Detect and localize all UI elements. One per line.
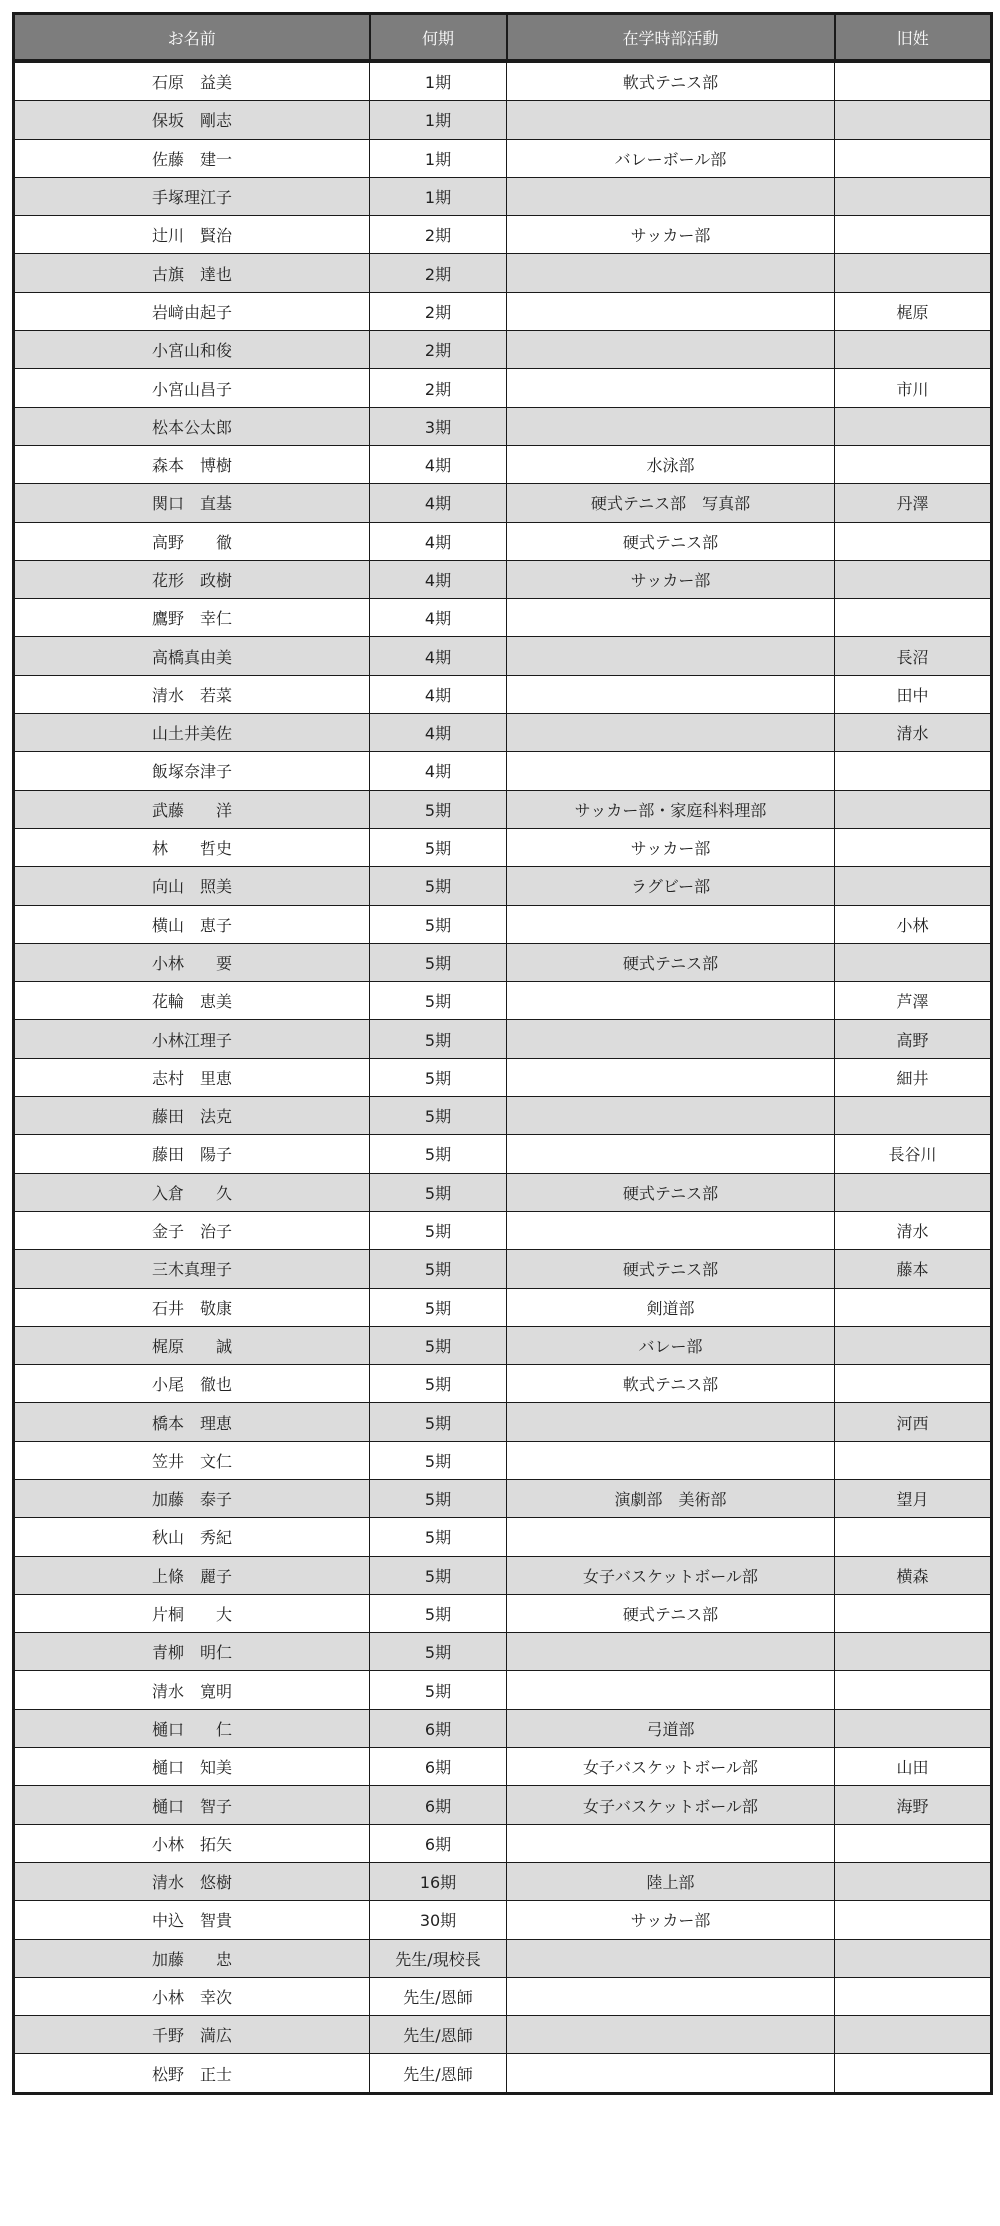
cell-name: 鷹野 幸仁 <box>14 599 370 637</box>
table-body <box>14 61 992 2093</box>
cell-club <box>507 407 835 445</box>
cell-club: 女子バスケットボール部 <box>507 1556 835 1594</box>
cell-maiden-name: 藤本 <box>835 1250 992 1288</box>
cell-club <box>507 2054 835 2093</box>
table-row <box>14 2016 992 2054</box>
cell-name: 小林 拓矢 <box>14 1824 370 1862</box>
cell-club: 硬式テニス部 <box>507 1250 835 1288</box>
table-row <box>14 1135 992 1173</box>
cell-name: 花輪 恵美 <box>14 982 370 1020</box>
cell-maiden-name: 細井 <box>835 1058 992 1096</box>
cell-term: 5期 <box>370 1326 507 1364</box>
table-row <box>14 1901 992 1939</box>
cell-term: 5期 <box>370 1365 507 1403</box>
table-row <box>14 369 992 407</box>
cell-club: サッカー部 <box>507 828 835 866</box>
cell-term: 2期 <box>370 254 507 292</box>
cell-maiden-name <box>835 1594 992 1632</box>
cell-maiden-name <box>835 1441 992 1479</box>
cell-maiden-name <box>835 1326 992 1364</box>
cell-club: 軟式テニス部 <box>507 61 835 101</box>
cell-maiden-name <box>835 1901 992 1939</box>
header-row <box>14 14 992 62</box>
table-row <box>14 61 992 101</box>
cell-name: 青柳 明仁 <box>14 1633 370 1671</box>
cell-maiden-name: 丹澤 <box>835 484 992 522</box>
cell-club <box>507 1977 835 2015</box>
cell-term: 5期 <box>370 828 507 866</box>
table-row <box>14 1403 992 1441</box>
cell-name: 入倉 久 <box>14 1173 370 1211</box>
table-row <box>14 1824 992 1862</box>
cell-club: 硬式テニス部 <box>507 943 835 981</box>
table-row <box>14 1326 992 1364</box>
cell-maiden-name: 清水 <box>835 714 992 752</box>
table-row <box>14 867 992 905</box>
table-row <box>14 1479 992 1517</box>
cell-maiden-name: 長谷川 <box>835 1135 992 1173</box>
cell-club <box>507 331 835 369</box>
cell-term: 2期 <box>370 369 507 407</box>
cell-term: 6期 <box>370 1786 507 1824</box>
cell-name: 上條 麗子 <box>14 1556 370 1594</box>
cell-club <box>507 1518 835 1556</box>
cell-club: バレーボール部 <box>507 139 835 177</box>
cell-club: バレー部 <box>507 1326 835 1364</box>
table-row <box>14 331 992 369</box>
cell-club <box>507 1824 835 1862</box>
cell-club <box>507 905 835 943</box>
cell-maiden-name: 梶原 <box>835 292 992 330</box>
cell-club <box>507 982 835 1020</box>
table-row <box>14 1862 992 1900</box>
cell-club <box>507 2016 835 2054</box>
table-row <box>14 445 992 483</box>
cell-name: 武藤 洋 <box>14 790 370 828</box>
cell-maiden-name <box>835 445 992 483</box>
cell-term: 5期 <box>370 1288 507 1326</box>
cell-maiden-name <box>835 1939 992 1977</box>
cell-maiden-name <box>835 599 992 637</box>
cell-club <box>507 1441 835 1479</box>
cell-term: 5期 <box>370 867 507 905</box>
cell-club <box>507 1403 835 1441</box>
cell-maiden-name: 芦澤 <box>835 982 992 1020</box>
cell-maiden-name <box>835 1977 992 2015</box>
cell-maiden-name: 河西 <box>835 1403 992 1441</box>
table-row <box>14 484 992 522</box>
cell-term: 先生/恩師 <box>370 2016 507 2054</box>
cell-name: 高野 徹 <box>14 522 370 560</box>
table-row <box>14 1633 992 1671</box>
cell-maiden-name <box>835 2016 992 2054</box>
table-row <box>14 1518 992 1556</box>
header-maiden-name: 旧姓 <box>835 14 992 62</box>
cell-club: 弓道部 <box>507 1709 835 1747</box>
cell-name: 三木真理子 <box>14 1250 370 1288</box>
table-row <box>14 1365 992 1403</box>
cell-term: 5期 <box>370 1173 507 1211</box>
table-row <box>14 599 992 637</box>
cell-term: 4期 <box>370 599 507 637</box>
table-row <box>14 905 992 943</box>
table-row <box>14 254 992 292</box>
cell-name: 向山 照美 <box>14 867 370 905</box>
cell-term: 5期 <box>370 1518 507 1556</box>
cell-club: サッカー部 <box>507 1901 835 1939</box>
cell-name: 樋口 知美 <box>14 1748 370 1786</box>
cell-maiden-name <box>835 1097 992 1135</box>
cell-maiden-name <box>835 1824 992 1862</box>
cell-club: サッカー部 <box>507 216 835 254</box>
header-term: 何期 <box>370 14 507 62</box>
table-row <box>14 1709 992 1747</box>
cell-maiden-name: 清水 <box>835 1211 992 1249</box>
cell-maiden-name <box>835 1671 992 1709</box>
cell-club: 陸上部 <box>507 1862 835 1900</box>
cell-name: 小林 要 <box>14 943 370 981</box>
cell-maiden-name <box>835 1173 992 1211</box>
cell-term: 4期 <box>370 752 507 790</box>
cell-name: 花形 政樹 <box>14 560 370 598</box>
table-row <box>14 407 992 445</box>
cell-name: 辻川 賢治 <box>14 216 370 254</box>
cell-term: 5期 <box>370 1633 507 1671</box>
cell-club <box>507 1671 835 1709</box>
table-row <box>14 1211 992 1249</box>
cell-name: 秋山 秀紀 <box>14 1518 370 1556</box>
cell-club: 女子バスケットボール部 <box>507 1748 835 1786</box>
cell-club: 女子バスケットボール部 <box>507 1786 835 1824</box>
cell-term: 2期 <box>370 292 507 330</box>
cell-maiden-name <box>835 1365 992 1403</box>
cell-club <box>507 1939 835 1977</box>
cell-name: 岩﨑由起子 <box>14 292 370 330</box>
cell-club <box>507 1135 835 1173</box>
cell-term: 先生/恩師 <box>370 2054 507 2093</box>
cell-club <box>507 369 835 407</box>
cell-term: 4期 <box>370 637 507 675</box>
cell-term: 5期 <box>370 1479 507 1517</box>
table-row <box>14 1939 992 1977</box>
cell-club <box>507 714 835 752</box>
cell-club <box>507 292 835 330</box>
cell-maiden-name <box>835 1633 992 1671</box>
cell-name: 樋口 仁 <box>14 1709 370 1747</box>
cell-maiden-name: 山田 <box>835 1748 992 1786</box>
table-row <box>14 1288 992 1326</box>
cell-name: 橋本 理恵 <box>14 1403 370 1441</box>
table-row <box>14 1097 992 1135</box>
cell-name: 保坂 剛志 <box>14 101 370 139</box>
table-row <box>14 1594 992 1632</box>
cell-name: 小林 幸次 <box>14 1977 370 2015</box>
cell-maiden-name <box>835 61 992 101</box>
cell-name: 小林江理子 <box>14 1020 370 1058</box>
cell-term: 5期 <box>370 1020 507 1058</box>
table-row <box>14 216 992 254</box>
cell-term: 1期 <box>370 139 507 177</box>
header-name: お名前 <box>14 14 370 62</box>
cell-club: サッカー部・家庭科料理部 <box>507 790 835 828</box>
cell-club <box>507 1633 835 1671</box>
cell-name: 山土井美佐 <box>14 714 370 752</box>
cell-term: 1期 <box>370 61 507 101</box>
table-row <box>14 828 992 866</box>
cell-maiden-name <box>835 943 992 981</box>
cell-club: 演劇部 美術部 <box>507 1479 835 1517</box>
table-row <box>14 752 992 790</box>
cell-maiden-name <box>835 1862 992 1900</box>
table-row <box>14 177 992 215</box>
cell-name: 加藤 忠 <box>14 1939 370 1977</box>
cell-club <box>507 1097 835 1135</box>
cell-term: 4期 <box>370 522 507 560</box>
table-row <box>14 292 992 330</box>
table-row <box>14 1977 992 2015</box>
cell-maiden-name <box>835 1709 992 1747</box>
table-row <box>14 675 992 713</box>
cell-club: 軟式テニス部 <box>507 1365 835 1403</box>
table-row <box>14 1748 992 1786</box>
cell-maiden-name <box>835 177 992 215</box>
cell-club <box>507 752 835 790</box>
cell-maiden-name: 市川 <box>835 369 992 407</box>
cell-name: 金子 治子 <box>14 1211 370 1249</box>
cell-club <box>507 1020 835 1058</box>
cell-maiden-name: 小林 <box>835 905 992 943</box>
cell-name: 藤田 法克 <box>14 1097 370 1135</box>
cell-name: 中込 智貴 <box>14 1901 370 1939</box>
table-row <box>14 1556 992 1594</box>
cell-term: 4期 <box>370 445 507 483</box>
cell-term: 30期 <box>370 1901 507 1939</box>
cell-term: 5期 <box>370 790 507 828</box>
cell-maiden-name <box>835 101 992 139</box>
table-row <box>14 1441 992 1479</box>
table-row <box>14 1671 992 1709</box>
cell-term: 4期 <box>370 714 507 752</box>
cell-club <box>507 1211 835 1249</box>
cell-name: 森本 博樹 <box>14 445 370 483</box>
cell-term: 5期 <box>370 1594 507 1632</box>
cell-maiden-name <box>835 1518 992 1556</box>
cell-club: 硬式テニス部 写真部 <box>507 484 835 522</box>
cell-name: 樋口 智子 <box>14 1786 370 1824</box>
table-row <box>14 1058 992 1096</box>
member-table <box>12 12 993 2095</box>
cell-term: 5期 <box>370 1671 507 1709</box>
cell-term: 5期 <box>370 1135 507 1173</box>
cell-maiden-name: 長沼 <box>835 637 992 675</box>
cell-maiden-name <box>835 560 992 598</box>
cell-maiden-name: 望月 <box>835 1479 992 1517</box>
table-row <box>14 1020 992 1058</box>
cell-club <box>507 637 835 675</box>
cell-name: 片桐 大 <box>14 1594 370 1632</box>
table-row <box>14 982 992 1020</box>
cell-name: 手塚理江子 <box>14 177 370 215</box>
cell-name: 飯塚奈津子 <box>14 752 370 790</box>
cell-term: 5期 <box>370 1250 507 1288</box>
cell-maiden-name: 横森 <box>835 1556 992 1594</box>
cell-term: 5期 <box>370 1441 507 1479</box>
cell-term: 4期 <box>370 560 507 598</box>
cell-name: 藤田 陽子 <box>14 1135 370 1173</box>
cell-club <box>507 675 835 713</box>
table-row <box>14 1250 992 1288</box>
cell-name: 石井 敬康 <box>14 1288 370 1326</box>
cell-name: 小宮山昌子 <box>14 369 370 407</box>
table-row <box>14 522 992 560</box>
cell-term: 5期 <box>370 1211 507 1249</box>
cell-name: 小宮山和俊 <box>14 331 370 369</box>
table-row <box>14 943 992 981</box>
cell-term: 1期 <box>370 177 507 215</box>
member-list-container <box>12 12 993 2095</box>
cell-club <box>507 599 835 637</box>
cell-name: 清水 寛明 <box>14 1671 370 1709</box>
cell-name: 古旗 達也 <box>14 254 370 292</box>
cell-term: 2期 <box>370 216 507 254</box>
cell-maiden-name <box>835 2054 992 2093</box>
cell-name: 横山 恵子 <box>14 905 370 943</box>
table-row <box>14 714 992 752</box>
cell-name: 佐藤 建一 <box>14 139 370 177</box>
cell-term: 6期 <box>370 1824 507 1862</box>
cell-name: 松本公太郎 <box>14 407 370 445</box>
cell-maiden-name <box>835 867 992 905</box>
cell-name: 千野 満広 <box>14 2016 370 2054</box>
cell-term: 1期 <box>370 101 507 139</box>
cell-term: 6期 <box>370 1709 507 1747</box>
cell-name: 林 哲史 <box>14 828 370 866</box>
cell-club <box>507 254 835 292</box>
table-row <box>14 1173 992 1211</box>
cell-term: 5期 <box>370 1097 507 1135</box>
cell-term: 5期 <box>370 1556 507 1594</box>
cell-maiden-name <box>835 790 992 828</box>
table-header <box>14 14 992 62</box>
cell-name: 松野 正士 <box>14 2054 370 2093</box>
cell-maiden-name <box>835 216 992 254</box>
cell-term: 5期 <box>370 943 507 981</box>
cell-term: 5期 <box>370 1403 507 1441</box>
cell-name: 清水 悠樹 <box>14 1862 370 1900</box>
cell-maiden-name <box>835 331 992 369</box>
cell-name: 関口 直基 <box>14 484 370 522</box>
cell-maiden-name <box>835 407 992 445</box>
cell-maiden-name: 田中 <box>835 675 992 713</box>
table-row <box>14 637 992 675</box>
cell-term: 先生/恩師 <box>370 1977 507 2015</box>
cell-maiden-name: 高野 <box>835 1020 992 1058</box>
cell-name: 加藤 泰子 <box>14 1479 370 1517</box>
table-row <box>14 560 992 598</box>
cell-name: 笠井 文仁 <box>14 1441 370 1479</box>
cell-term: 先生/現校長 <box>370 1939 507 1977</box>
cell-name: 清水 若菜 <box>14 675 370 713</box>
table-row <box>14 2054 992 2093</box>
cell-club <box>507 101 835 139</box>
header-club: 在学時部活動 <box>507 14 835 62</box>
cell-maiden-name <box>835 1288 992 1326</box>
cell-club: 硬式テニス部 <box>507 1594 835 1632</box>
cell-term: 16期 <box>370 1862 507 1900</box>
cell-term: 6期 <box>370 1748 507 1786</box>
cell-club: 剣道部 <box>507 1288 835 1326</box>
cell-maiden-name <box>835 828 992 866</box>
cell-club: 水泳部 <box>507 445 835 483</box>
table-row <box>14 790 992 828</box>
cell-club <box>507 177 835 215</box>
cell-term: 4期 <box>370 484 507 522</box>
cell-club: サッカー部 <box>507 560 835 598</box>
cell-maiden-name <box>835 254 992 292</box>
table-row <box>14 1786 992 1824</box>
cell-name: 梶原 誠 <box>14 1326 370 1364</box>
cell-club <box>507 1058 835 1096</box>
cell-club: 硬式テニス部 <box>507 1173 835 1211</box>
cell-name: 志村 里恵 <box>14 1058 370 1096</box>
cell-name: 小尾 徹也 <box>14 1365 370 1403</box>
cell-maiden-name <box>835 522 992 560</box>
cell-term: 3期 <box>370 407 507 445</box>
cell-name: 石原 益美 <box>14 61 370 101</box>
cell-maiden-name: 海野 <box>835 1786 992 1824</box>
table-row <box>14 139 992 177</box>
cell-term: 5期 <box>370 1058 507 1096</box>
cell-maiden-name <box>835 752 992 790</box>
table-row <box>14 101 992 139</box>
cell-maiden-name <box>835 139 992 177</box>
cell-term: 2期 <box>370 331 507 369</box>
cell-term: 4期 <box>370 675 507 713</box>
cell-term: 5期 <box>370 982 507 1020</box>
cell-club: ラグビー部 <box>507 867 835 905</box>
cell-name: 高橋真由美 <box>14 637 370 675</box>
cell-club: 硬式テニス部 <box>507 522 835 560</box>
cell-term: 5期 <box>370 905 507 943</box>
